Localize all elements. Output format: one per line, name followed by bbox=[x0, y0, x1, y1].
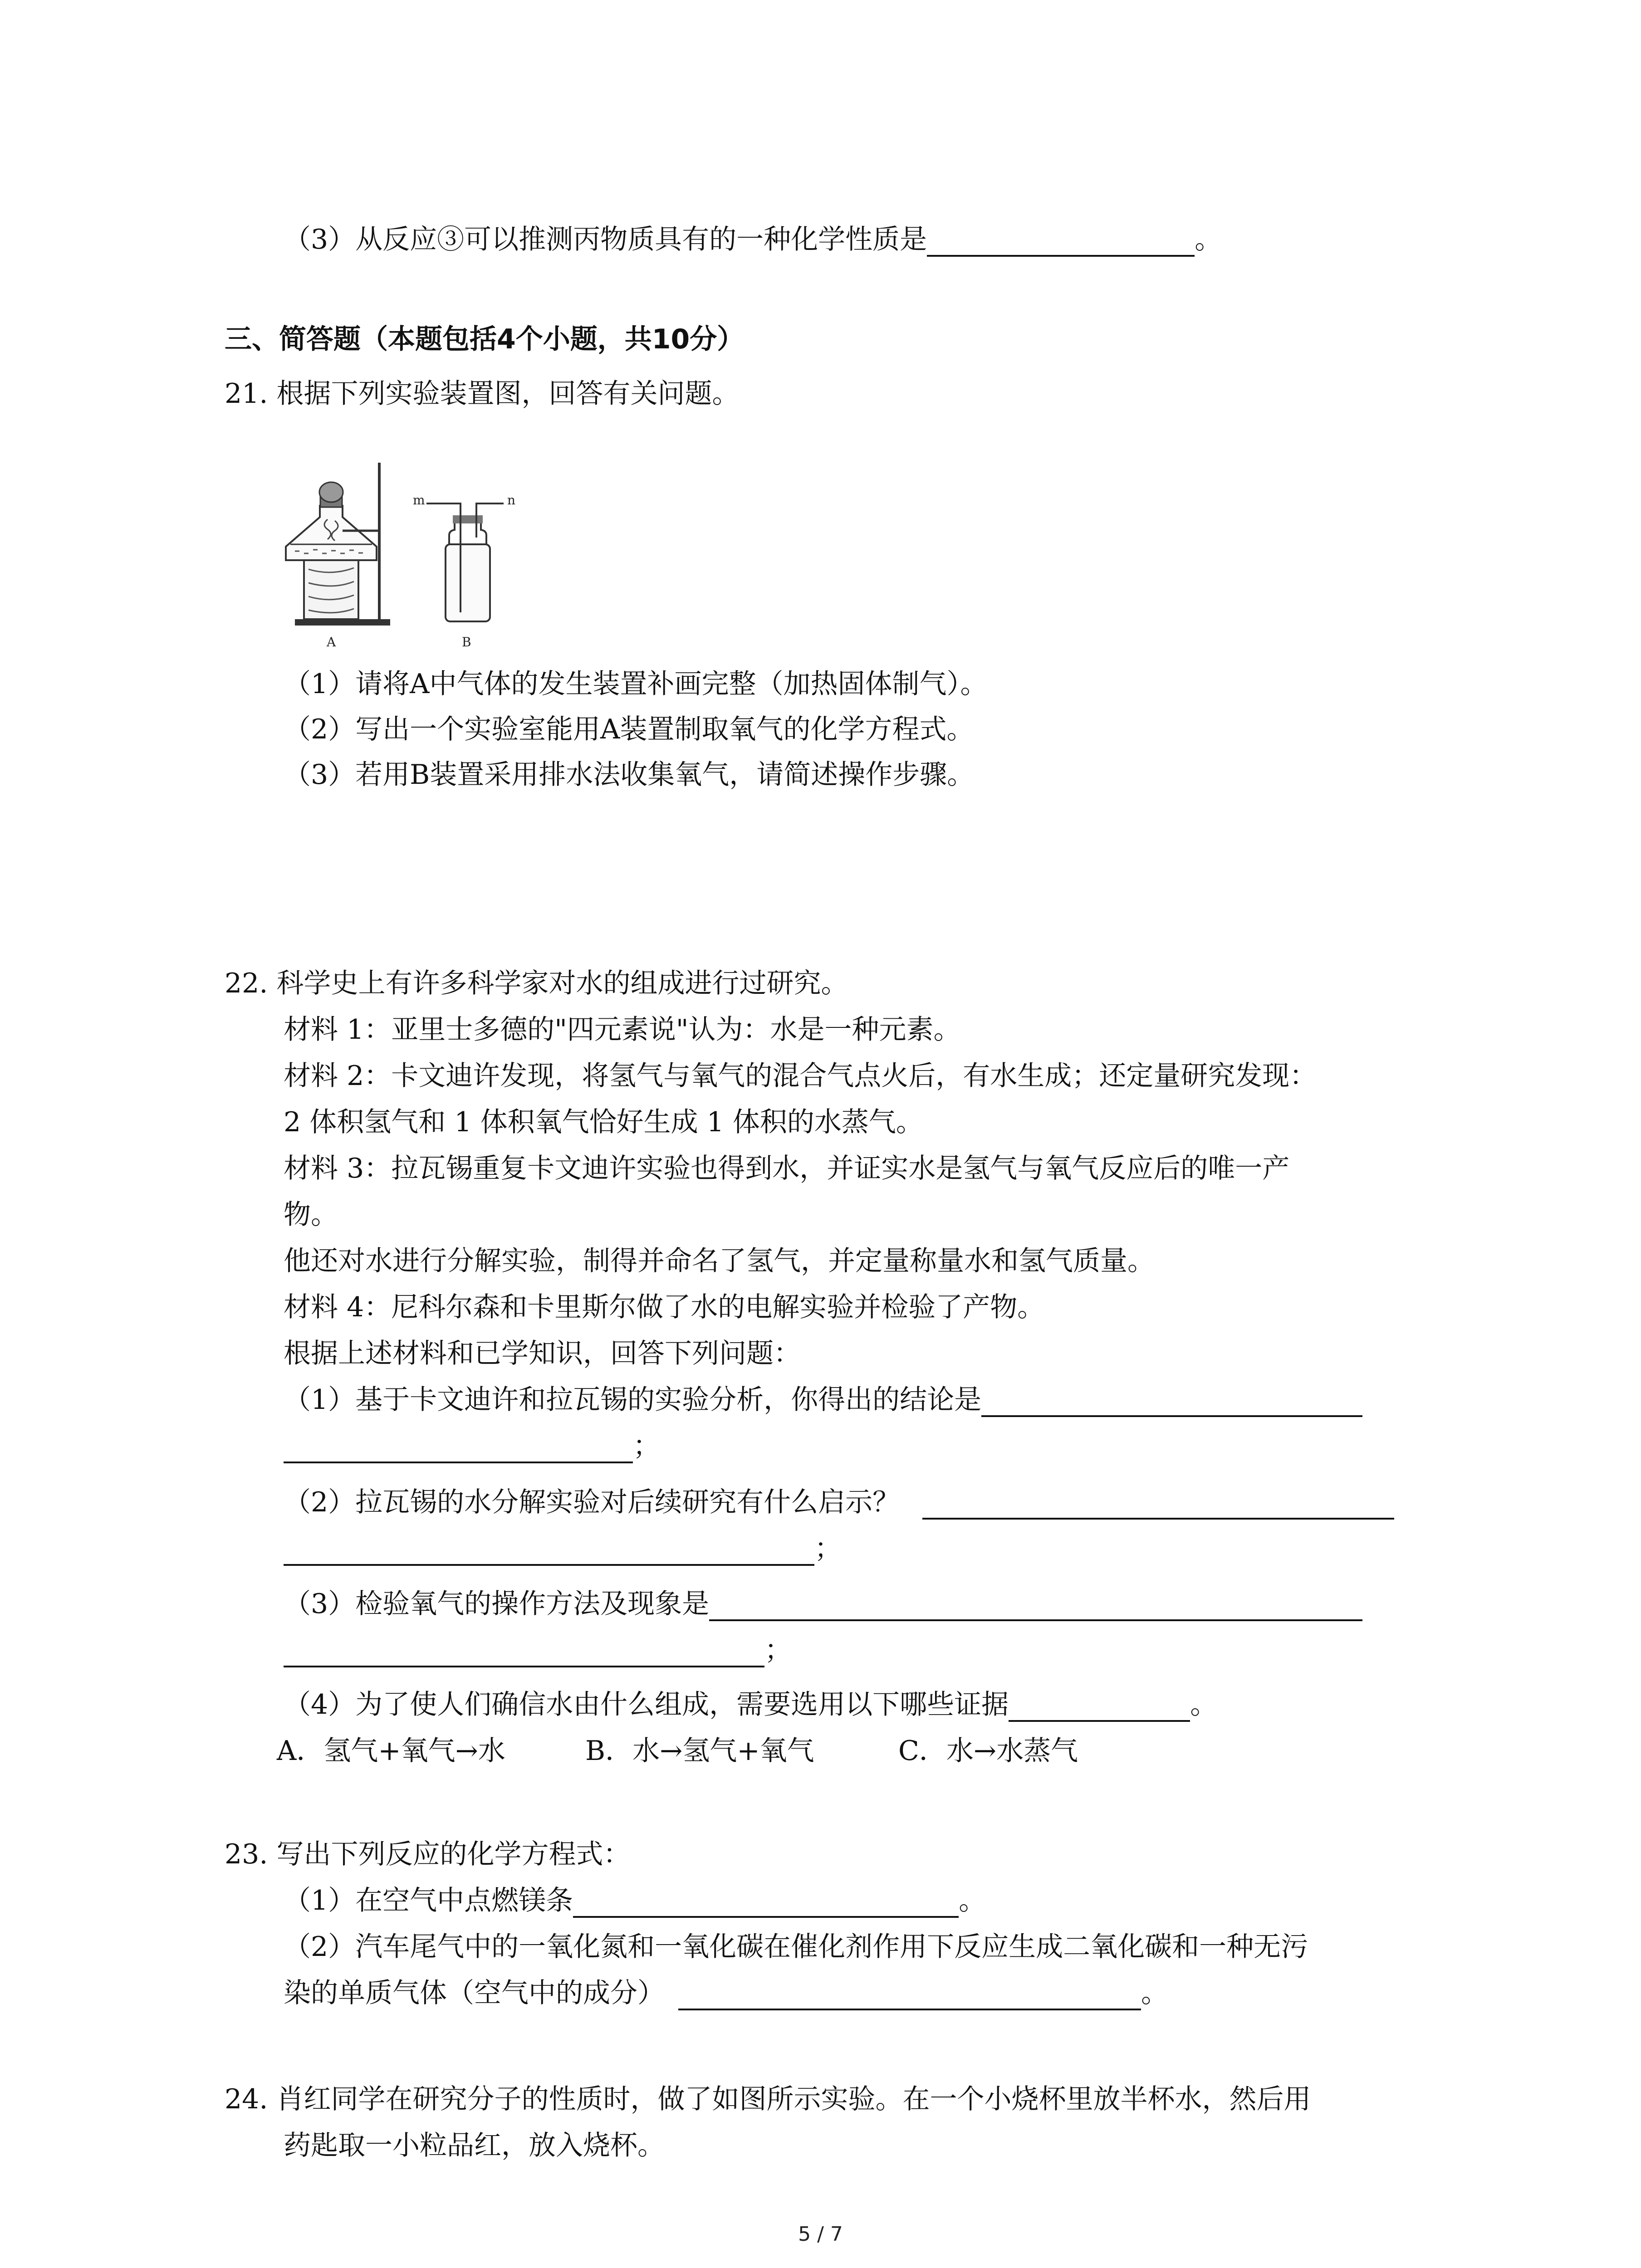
answer-blank[interactable] bbox=[709, 1591, 1362, 1621]
q22-instruction: 根据上述材料和已学知识，回答下列问题： bbox=[284, 1338, 801, 1369]
q22-item-2-cont: ； bbox=[284, 1531, 842, 1566]
q22-item-4: （4）为了使人们确信水由什么组成，需要选用以下哪些证据 。 bbox=[284, 1687, 1217, 1722]
q21-item-2: （2）写出一个实验室能用A装置制取氧气的化学方程式。 bbox=[284, 714, 974, 745]
answer-blank[interactable] bbox=[284, 1433, 633, 1463]
q22-material-2-cont: 2 体积氢气和 1 体积氧气恰好生成 1 体积的水蒸气。 bbox=[284, 1106, 923, 1138]
section-title: 三、简答题（本题包括4个小题，共10分） bbox=[225, 323, 745, 355]
q22-material-3-cont: 物。 bbox=[284, 1199, 338, 1231]
q22-material-3-note: 他还对水进行分解实验，制得并命名了氢气，并定量称量水和氢气质量。 bbox=[284, 1245, 1155, 1277]
label-b: B bbox=[462, 635, 471, 650]
q23-item-2: （2）汽车尾气中的一氧化氮和一氧化碳在催化剂作用下反应生成二氧化碳和一种无污 bbox=[284, 1931, 1308, 1963]
q22-stem: 22. 科学史上有许多科学家对水的组成进行过研究。 bbox=[225, 968, 848, 999]
label-m: m bbox=[413, 493, 425, 508]
q22-item-1-cont: ； bbox=[284, 1429, 660, 1463]
q22-option-c: C．水→水蒸气 bbox=[898, 1735, 1078, 1767]
q22-material-2: 材料 2：卡文迪许发现，将氢气与氧气的混合气点火后，有水生成；还定量研究发现： bbox=[284, 1060, 1317, 1092]
q22-option-a: A．氢气+氧气→水 bbox=[277, 1735, 505, 1767]
q24-stem: 24. 肖红同学在研究分子的性质时，做了如图所示实验。在一个小烧杯里放半杯水，然后用 bbox=[225, 2083, 1311, 2115]
q24-stem-cont: 药匙取一小粒品红，放入烧杯。 bbox=[284, 2130, 665, 2161]
q22-material-4: 材料 4：尼科尔森和卡里斯尔做了水的电解实验并检验了产物。 bbox=[284, 1291, 1045, 1323]
answer-blank[interactable] bbox=[284, 1536, 814, 1566]
q22-material-1: 材料 1：亚里士多德的"四元素说"认为：水是一种元素。 bbox=[284, 1014, 961, 1046]
answer-blank[interactable] bbox=[922, 1490, 1394, 1520]
q20-item-3: （3）从反应③可以推测丙物质具有的一种化学性质是 。 bbox=[284, 222, 1222, 257]
q22-item-3: （3）检验氧气的操作方法及现象是 bbox=[284, 1587, 1362, 1621]
q21-item-1: （1）请将A中气体的发生装置补画完整（加热固体制气）。 bbox=[284, 668, 988, 700]
label-n: n bbox=[507, 493, 516, 508]
q22-material-3: 材料 3：拉瓦锡重复卡文迪许实验也得到水，并证实水是氢气与氧气反应后的唯一产 bbox=[284, 1153, 1290, 1184]
answer-blank[interactable] bbox=[573, 1888, 959, 1918]
page-number: 5 / 7 bbox=[798, 2223, 843, 2246]
q22-item-2: （2）拉瓦锡的水分解实验对后续研究有什么启示？ bbox=[284, 1485, 1394, 1520]
apparatus-figure bbox=[277, 463, 585, 662]
answer-blank[interactable] bbox=[1009, 1692, 1190, 1722]
q22-option-b: B．水→氢气+氧气 bbox=[585, 1735, 814, 1767]
answer-blank[interactable] bbox=[927, 227, 1195, 257]
q23-stem: 23. 写出下列反应的化学方程式： bbox=[225, 1838, 631, 1870]
label-a: A bbox=[327, 635, 336, 650]
answer-blank[interactable] bbox=[678, 1980, 1141, 2010]
q23-item-2-cont: 染的单质气体（空气中的成分） 。 bbox=[284, 1976, 1168, 2010]
answer-blank[interactable] bbox=[284, 1637, 764, 1667]
q22-item-1: （1）基于卡文迪许和拉瓦锡的实验分析，你得出的结论是 bbox=[284, 1383, 1362, 1417]
q22-item-3-cont: ； bbox=[284, 1633, 792, 1667]
answer-blank[interactable] bbox=[981, 1387, 1362, 1417]
q23-item-1: （1）在空气中点燃镁条 。 bbox=[284, 1883, 986, 1918]
q21-stem: 21. 根据下列实验装置图，回答有关问题。 bbox=[225, 378, 740, 410]
q21-item-3: （3）若用B装置采用排水法收集氧气，请简述操作步骤。 bbox=[284, 759, 975, 791]
